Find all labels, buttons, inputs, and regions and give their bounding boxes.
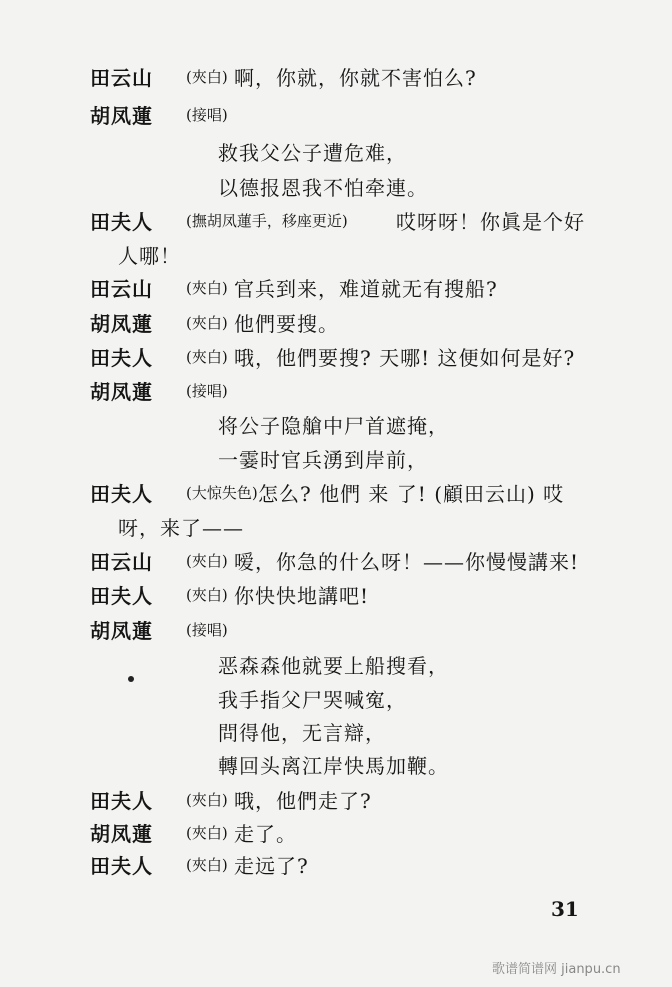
stage-cue: (夾白) <box>186 348 228 366</box>
dialogue-text: 哦，他們走了? <box>234 789 372 813</box>
dialogue-text: 哦，他們要搜? 天哪! 这便如何是好? <box>234 346 576 370</box>
dialogue-text: 怎么? 他們 来 了! (顧田云山) 哎 <box>258 482 565 506</box>
ink-dot <box>128 676 134 682</box>
speaker-name: 田夫人 <box>90 584 153 608</box>
stage-cue: (夾白) <box>186 791 228 809</box>
speaker-name: 田夫人 <box>90 210 153 234</box>
speaker-name: 田夫人 <box>90 789 153 813</box>
stage-cue: (夾白) <box>186 856 228 874</box>
speaker-name: 田夫人 <box>90 346 153 370</box>
verse-line: 問得他，无言辯， <box>218 721 386 745</box>
speaker-name: 田云山 <box>90 277 153 301</box>
speaker-name: 田云山 <box>90 550 153 574</box>
dialogue-text: 嗳，你急的什么呀！——你慢慢講来! <box>234 550 580 574</box>
stage-cue: (夾白) <box>186 586 228 604</box>
stage-cue: (接唱) <box>186 106 228 124</box>
dialogue-text: 官兵到来，难道就无有搜船? <box>234 277 498 301</box>
dialogue-text: 走远了? <box>234 854 309 878</box>
verse-line: 救我父公子遭危难， <box>218 141 407 165</box>
stage-cue: (接唱) <box>186 382 228 400</box>
dialogue-text: 走了。 <box>234 822 297 846</box>
stage-cue: (夾白) <box>186 552 228 570</box>
verse-line: 我手指父尸哭喊寃， <box>218 688 407 712</box>
speaker-name: 胡凤蓮 <box>90 619 153 643</box>
stage-cue: (夾白) <box>186 314 228 332</box>
dialogue-text: 他們要搜。 <box>234 312 339 336</box>
verse-line: 恶森森他就要上船搜看， <box>218 654 449 678</box>
speaker-name: 胡凤蓮 <box>90 822 153 846</box>
verse-line: 轉回头离江岸快馬加鞭。 <box>218 754 449 778</box>
dialogue-text: 啊，你就，你就不害怕么? <box>234 66 477 90</box>
page-number: 31 <box>551 897 579 921</box>
stage-cue: (夾白) <box>186 824 228 842</box>
speaker-name: 田夫人 <box>90 482 153 506</box>
speaker-name: 胡凤蓮 <box>90 380 153 404</box>
speaker-name: 胡凤蓮 <box>90 312 153 336</box>
speaker-name: 胡凤蓮 <box>90 104 153 128</box>
continuation-line: 呀，来了—— <box>118 516 244 540</box>
stage-cue: (夾白) <box>186 68 228 86</box>
verse-line: 一霎时官兵湧到岸前， <box>218 448 428 472</box>
continuation-line: 人哪！ <box>118 244 181 268</box>
verse-line: 以德报恩我不怕牵連。 <box>218 176 428 200</box>
verse-line: 将公子隐艙中尸首遮掩， <box>218 414 449 438</box>
site-watermark: 歌谱简谱网 jianpu.cn <box>492 962 621 977</box>
stage-cue: (撫胡凤蓮手，移座更近) <box>186 212 348 230</box>
stage-cue: (夾白) <box>186 279 228 297</box>
stage-cue: (大惊失色) <box>186 484 258 502</box>
dialogue-text: 哎呀呀！你眞是个好 <box>396 210 585 234</box>
speaker-name: 田夫人 <box>90 854 153 878</box>
speaker-name: 田云山 <box>90 66 153 90</box>
dialogue-text: 你快快地講吧! <box>234 584 370 608</box>
stage-cue: (接唱) <box>186 621 228 639</box>
